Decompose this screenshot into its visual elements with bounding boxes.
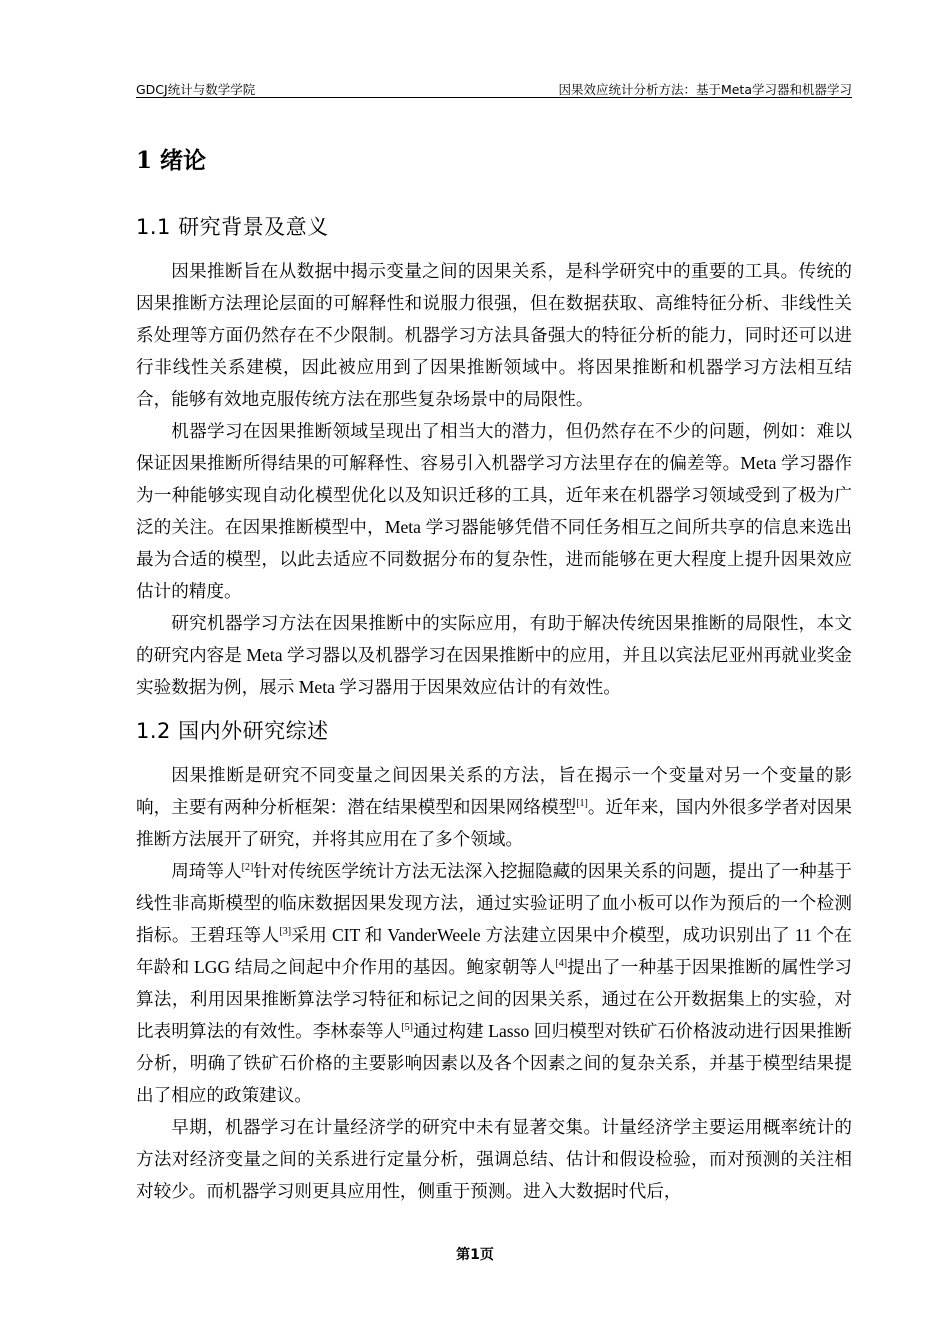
paragraph-text: 采用 CIT 和 VanderWeele 方法建立因果中介模型，成功识别出了 11 个在年龄和 LGG 结局之间起中介作用的基因。鲍家朝等人 (136, 925, 852, 977)
section-title-1-2: 1.2 国内外研究综述 (136, 719, 329, 743)
paragraph-text: 周琦等人 (171, 861, 242, 881)
paragraph-text: 通过构建 Lasso 回归模型对铁矿石价格波动进行因果推断分析，明确了铁矿石价格的主要影响因素以及各个因素之间的复杂关系，并基于模型结果提出了相应的政策建议。 (136, 1021, 852, 1105)
citation-ref: [3] (279, 926, 292, 937)
paragraph: 早期，机器学习在计量经济学的研究中未有显著交集。计量经济学主要运用概率统计的方法对经济变量之间的关系进行定量分析，强调总结、估计和假设检验，而对预测的关注相对较少。而机器学习则更具应用性，侧重于预测。进入大数据时代后， (136, 1117, 852, 1201)
header-institution: GDCJ统计与数学学院 (136, 82, 256, 97)
page-number: 第1页 (456, 1247, 494, 1263)
header-thesis-title: 因果效应统计分析方法：基于Meta学习器和机器学习 (558, 82, 852, 97)
paragraph: 因果推断旨在从数据中揭示变量之间的因果关系，是科学研究中的重要的工具。传统的因果推断方法理论层面的可解释性和说服力很强，但在数据获取、高维特征分析、非线性关系处理等方面仍然存在不少限制。机器学习方法具备强大的特征分析的能力，同时还可以进行非线性关系建模，因此被应用到了因果推断领域中。将因果推断和机器学习方法相互结合，能够有效地克服传统方法在那些复杂场景中的局限性。 (136, 261, 852, 409)
citation-ref: [2] (241, 862, 254, 873)
running-header (136, 80, 852, 98)
paragraph: 研究机器学习方法在因果推断中的实际应用，有助于解决传统因果推断的局限性，本文的研究内容是 Meta 学习器以及机器学习在因果推断中的应用，并且以宾法尼亚州再就业奖金实验数据为例，展示 Meta 学习器用于因果效应估计的有效性。 (136, 613, 852, 697)
paragraph-text: 针对传统医学统计方法无法深入挖掘隐藏的因果关系的问题，提出了一种基于线性非高斯模型的临床数据因果发现方法，通过实验证明了血小板可以作为预后的一个检测指标。王碧珏等人 (136, 861, 852, 945)
paragraph-text: 提出了一种基于因果推断的属性学习算法，利用因果推断算法学习特征和标记之间的因果关系，通过在公开数据集上的实验，对比表明算法的有效性。李林泰等人 (136, 957, 852, 1041)
chapter-title: 1 绪论 (136, 147, 207, 174)
paragraph: 机器学习在因果推断领域呈现出了相当大的潜力，但仍然存在不少的问题，例如：难以保证因果推断所得结果的可解释性、容易引入机器学习方法里存在的偏差等。Meta 学习器作为一种能够实现自动化模型优化以及知识迁移的工具，近年来在机器学习领域受到了极为广泛的关注。在因果推断模型中，Meta 学习器能够凭借不同任务相互之间所共享的信息来选出最为合适的模型，以此去适应不同数据分布的复杂性，进而能够在更大程度上提升因果效应估计的精度。 (136, 421, 852, 601)
section-title-1-1: 1.1 研究背景及意义 (136, 215, 329, 239)
citation-ref: [4] (555, 958, 568, 969)
paragraph-text: 。近年来，国内外很多学者对因果推断方法展开了研究，并将其应用在了多个领域。 (136, 797, 852, 849)
paragraph (136, 855, 852, 1111)
citation-ref: [1] (576, 798, 588, 809)
paragraph (136, 759, 852, 855)
paragraph-text: 因果推断是研究不同变量之间因果关系的方法，旨在揭示一个变量对另一个变量的影响，主要有两种分析框架：潜在结果模型和因果网络模型 (136, 765, 852, 817)
citation-ref: [5] (401, 1022, 413, 1033)
